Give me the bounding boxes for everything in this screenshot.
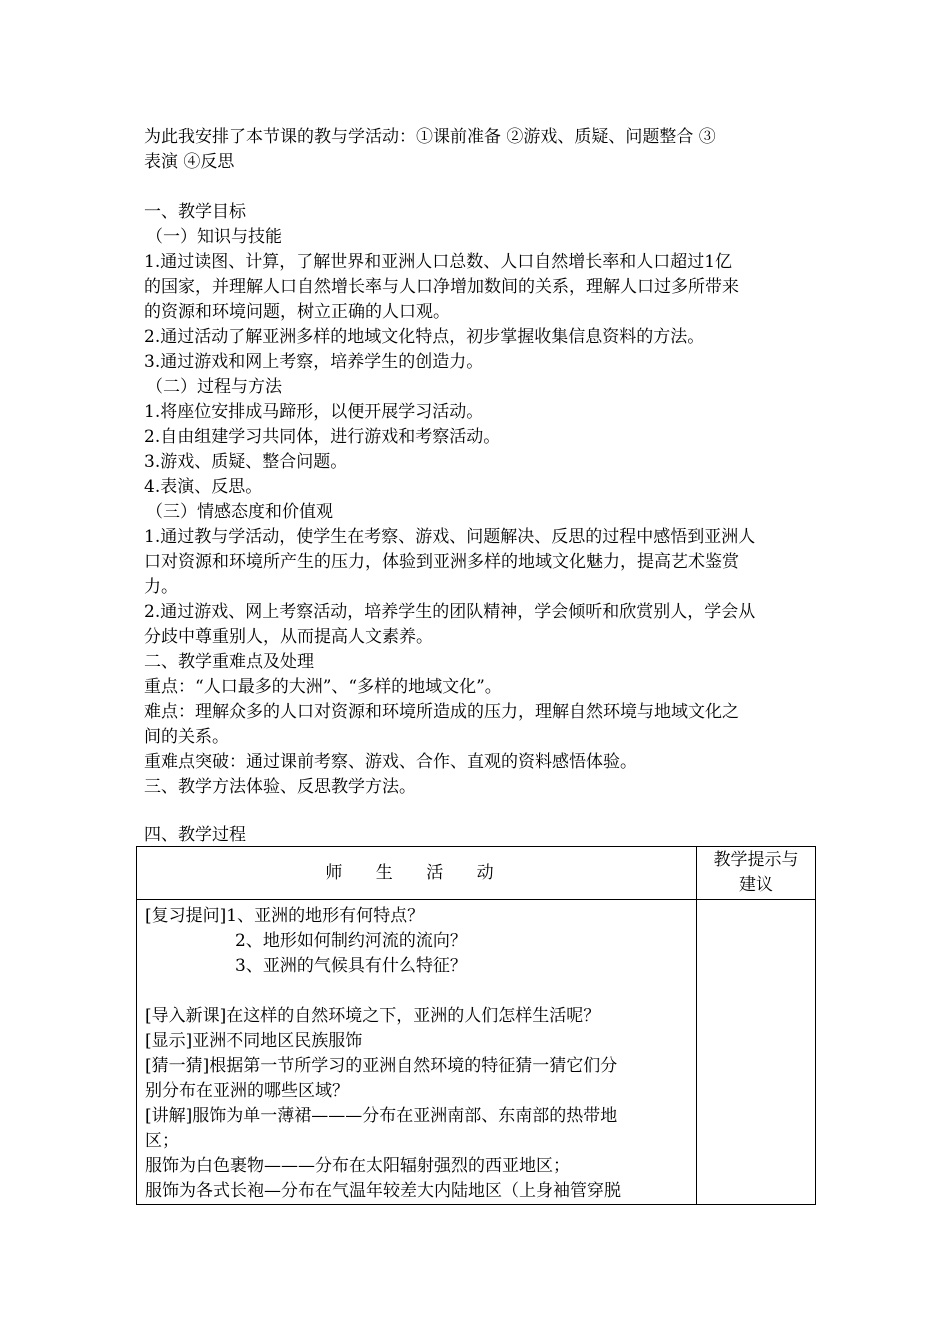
activity-line	[145, 979, 690, 1004]
emotion-line: 1.通过教与学活动，使学生在考察、游戏、问题解决、反思的过程中感悟到亚洲人	[144, 527, 756, 547]
table-header-row	[137, 847, 816, 900]
emotion-heading: （三）情感态度和价值观	[146, 502, 333, 522]
process-line: 2.自由组建学习共同体，进行游戏和考察活动。	[144, 427, 501, 447]
column-header-tips-line: 教学提示与	[713, 850, 799, 870]
emotion-line: 口对资源和环境所产生的压力，体验到亚洲多样的地域文化魅力，提高艺术鉴赏	[144, 552, 739, 572]
knowledge-line: 3.通过游戏和网上考察，培养学生的创造力。	[144, 352, 484, 372]
intro-line-2: 表演 ④反思	[144, 152, 235, 172]
activity-line: [导入新课]在这样的自然环境之下，亚洲的人们怎样生活呢？	[145, 1006, 601, 1026]
activities-cell	[137, 900, 697, 1205]
activity-line: 3、亚洲的气候具有什么特征？	[235, 956, 467, 976]
emotion-line: 力。	[144, 577, 178, 597]
knowledge-heading: （一）知识与技能	[146, 227, 282, 247]
activity-line: 服饰为各式长袍—分布在气温年较差大内陆地区（上身袖管穿脱	[145, 1181, 621, 1201]
procedure-table	[136, 846, 816, 1205]
keypoints-focus: 重点：“人口最多的大洲”、“多样的地域文化”。	[144, 677, 502, 697]
activity-line: [复习提问]1、亚洲的地形有何特点？	[145, 906, 425, 926]
tips-cell	[697, 900, 816, 1205]
intro-line-1: 为此我安排了本节课的教与学活动：①课前准备 ②游戏、质疑、问题整合 ③	[144, 127, 716, 147]
keypoints-difficulty: 间的关系。	[144, 727, 229, 747]
knowledge-line: 1.通过读图、计算，了解世界和亚洲人口总数、人口自然增长率和人口超过1亿	[144, 252, 733, 272]
keypoints-heading: 二、教学重难点及处理	[144, 652, 314, 672]
emotion-line: 分歧中尊重别人，从而提高人文素养。	[144, 627, 433, 647]
goals-heading: 一、教学目标	[144, 202, 246, 222]
activity-line: [显示]亚洲不同地区民族服饰	[145, 1031, 363, 1051]
activity-line: 别分布在亚洲的哪些区域？	[145, 1081, 349, 1101]
process-heading: （二）过程与方法	[146, 377, 282, 397]
knowledge-line: 的国家，并理解人口自然增长率与人口净增加数间的关系，理解人口过多所带来	[144, 277, 739, 297]
keypoints-breakthrough: 重难点突破：通过课前考察、游戏、合作、直观的资料感悟体验。	[144, 752, 637, 772]
methods-heading: 三、教学方法体验、反思教学方法。	[144, 777, 416, 797]
knowledge-line: 的资源和环境问题，树立正确的人口观。	[144, 302, 450, 322]
process-line: 3.游戏、质疑、整合问题。	[144, 452, 348, 472]
activity-line: 服饰为白色裹物———分布在太阳辐射强烈的西亚地区；	[145, 1156, 570, 1176]
column-header-tips	[697, 847, 816, 900]
process-line: 1.将座位安排成马蹄形，以便开展学习活动。	[144, 402, 484, 422]
column-header-activities: 师 生 活 动	[137, 847, 697, 900]
procedure-heading: 四、教学过程	[144, 825, 246, 845]
keypoints-difficulty: 难点：理解众多的人口对资源和环境所造成的压力，理解自然环境与地域文化之	[144, 702, 739, 722]
activity-line: [讲解]服饰为单一薄裙———分布在亚洲南部、东南部的热带地	[145, 1106, 618, 1126]
process-line: 4.表演、反思。	[144, 477, 263, 497]
activity-line: 2、地形如何制约河流的流向？	[235, 931, 467, 951]
table-row	[137, 900, 816, 1205]
activity-line: [猜一猜]根据第一节所学习的亚洲自然环境的特征猜一猜它们分	[145, 1056, 618, 1076]
column-header-tips-line: 建议	[739, 875, 773, 895]
activity-line: 区；	[145, 1131, 179, 1151]
emotion-line: 2.通过游戏、网上考察活动，培养学生的团队精神，学会倾听和欣赏别人，学会从	[144, 602, 756, 622]
knowledge-line: 2.通过活动了解亚洲多样的地域文化特点，初步掌握收集信息资料的方法。	[144, 327, 705, 347]
